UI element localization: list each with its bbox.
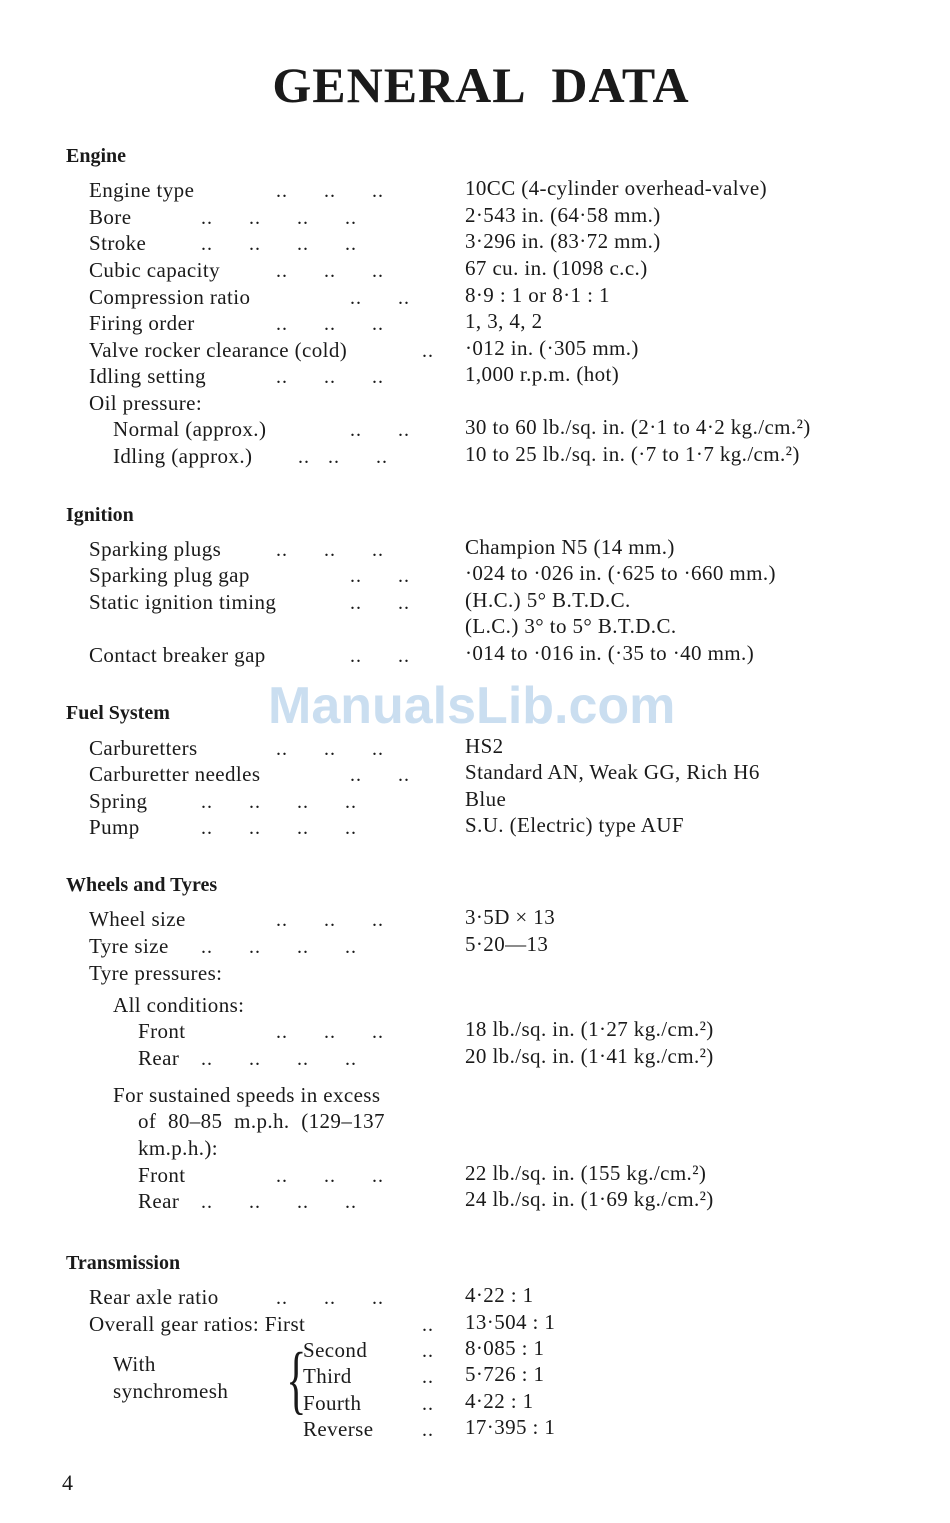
spec-label: Rear	[138, 1046, 180, 1070]
spec-label: For sustained speeds in excess	[113, 1083, 381, 1107]
leader-dots: .. ..	[350, 419, 410, 441]
leader-dots: .. .. ..	[276, 180, 384, 202]
spec-value: 1,000 r.p.m. (hot)	[465, 362, 620, 386]
spec-label: Carburetters	[89, 736, 198, 760]
spec-label: Idling setting	[89, 364, 207, 388]
spec-label: Front	[138, 1019, 186, 1043]
spec-value: 30 to 60 lb./sq. in. (2·1 to 4·2 kg./cm.²)	[465, 415, 811, 439]
spec-label: Sparking plug gap	[89, 563, 250, 587]
leader-dots: ..	[422, 1419, 434, 1441]
spec-value: 3·296 in. (83·72 mm.)	[465, 229, 661, 253]
spec-label: Overall gear ratios: First	[89, 1312, 306, 1336]
spec-label: Idling (approx.)	[113, 444, 253, 468]
leader-dots: .. .. .. ..	[201, 233, 357, 255]
spec-value: 8·9 : 1 or 8·1 : 1	[465, 283, 610, 307]
spec-value: 22 lb./sq. in. (155 kg./cm.²)	[465, 1161, 707, 1185]
section-heading-wheels: Wheels and Tyres	[66, 874, 218, 896]
spec-value: 13·504 : 1	[465, 1310, 556, 1334]
spec-value: 20 lb./sq. in. (1·41 kg./cm.²)	[465, 1044, 714, 1068]
spec-label: Tyre pressures:	[89, 961, 223, 985]
spec-value: 5·20—13	[465, 932, 549, 956]
spec-value: 10 to 25 lb./sq. in. (·7 to 1·7 kg./cm.²)	[465, 442, 800, 466]
spec-label: Bore	[89, 205, 132, 229]
spec-value: 4·22 : 1	[465, 1389, 534, 1413]
leader-dots: ..	[422, 1366, 434, 1388]
spec-value: Champion N5 (14 mm.)	[465, 535, 675, 559]
leader-dots: .. .. ..	[276, 1287, 384, 1309]
spec-label: Oil pressure:	[89, 391, 203, 415]
leader-dots: .. .. ..	[298, 446, 388, 468]
spec-label: Front	[138, 1163, 186, 1187]
spec-value: ·024 to ·026 in. (·625 to ·660 mm.)	[465, 561, 776, 585]
spec-label: Contact breaker gap	[89, 643, 266, 667]
leader-dots: .. .. .. ..	[201, 1048, 357, 1070]
leader-dots: .. .. ..	[276, 1021, 384, 1043]
spec-value: 2·543 in. (64·58 mm.)	[465, 203, 661, 227]
spec-value: 5·726 : 1	[465, 1362, 545, 1386]
brace-icon: {	[286, 1338, 307, 1422]
leader-dots: .. ..	[350, 764, 410, 786]
spec-label: Normal (approx.)	[113, 417, 267, 441]
leader-dots: .. ..	[350, 287, 410, 309]
leader-dots: .. ..	[350, 645, 410, 667]
leader-dots: .. .. .. ..	[201, 936, 357, 958]
spec-label: Pump	[89, 815, 140, 839]
spec-value: S.U. (Electric) type AUF	[465, 813, 684, 837]
spec-label: of 80–85 m.p.h. (129–137	[138, 1109, 385, 1133]
spec-label: Engine type	[89, 178, 195, 202]
spec-label: Carburetter needles	[89, 762, 261, 786]
leader-dots: .. .. .. ..	[201, 791, 357, 813]
spec-label: Wheel size	[89, 907, 186, 931]
leader-dots: .. .. ..	[276, 738, 384, 760]
page-number: 4	[62, 1470, 73, 1495]
leader-dots: ..	[422, 340, 434, 362]
spec-value: ·014 to ·016 in. (·35 to ·40 mm.)	[465, 641, 755, 665]
leader-dots: .. .. ..	[276, 1165, 384, 1187]
section-heading-fuel: Fuel System	[66, 702, 170, 724]
spec-label: Second	[303, 1338, 368, 1362]
spec-label: With	[113, 1352, 156, 1376]
spec-label: Rear axle ratio	[89, 1285, 219, 1309]
spec-value: ·012 in. (·305 mm.)	[465, 336, 639, 360]
spec-label: Compression ratio	[89, 285, 251, 309]
spec-value: 4·22 : 1	[465, 1283, 534, 1307]
leader-dots: .. .. ..	[276, 539, 384, 561]
leader-dots: .. .. .. ..	[201, 817, 357, 839]
leader-dots: .. .. ..	[276, 260, 384, 282]
spec-label: synchromesh	[113, 1379, 229, 1403]
spec-value: Standard AN, Weak GG, Rich H6	[465, 760, 760, 784]
leader-dots: ..	[422, 1314, 434, 1336]
spec-value: 18 lb./sq. in. (1·27 kg./cm.²)	[465, 1017, 714, 1041]
spec-value: 1, 3, 4, 2	[465, 309, 543, 333]
spec-label: Fourth	[303, 1391, 362, 1415]
spec-label: Spring	[89, 789, 148, 813]
spec-label: Third	[303, 1364, 352, 1388]
spec-label: Rear	[138, 1189, 180, 1213]
spec-label: Sparking plugs	[89, 537, 222, 561]
spec-value: 24 lb./sq. in. (1·69 kg./cm.²)	[465, 1187, 714, 1211]
spec-value: 8·085 : 1	[465, 1336, 545, 1360]
section-heading-ignition: Ignition	[66, 504, 134, 526]
spec-value: Blue	[465, 787, 507, 811]
section-heading-engine: Engine	[66, 145, 127, 167]
spec-value: (L.C.) 3° to 5° B.T.D.C.	[465, 614, 677, 638]
spec-value: 10CC (4-cylinder overhead-valve)	[465, 176, 768, 200]
spec-label: Cubic capacity	[89, 258, 220, 282]
leader-dots: .. .. ..	[276, 366, 384, 388]
page-title: GENERAL DATA	[272, 57, 690, 113]
spec-value: 3·5D × 13	[465, 905, 556, 929]
spec-label: Reverse	[303, 1417, 374, 1441]
leader-dots: .. .. .. ..	[201, 1191, 357, 1213]
spec-value: HS2	[465, 734, 504, 758]
leader-dots: .. ..	[350, 565, 410, 587]
leader-dots: .. .. ..	[276, 313, 384, 335]
spec-value: 17·395 : 1	[465, 1415, 556, 1439]
spec-label: km.p.h.):	[138, 1136, 219, 1160]
spec-label: Stroke	[89, 231, 147, 255]
spec-label: Static ignition timing	[89, 590, 277, 614]
leader-dots: .. ..	[350, 592, 410, 614]
leader-dots: .. .. ..	[276, 909, 384, 931]
leader-dots: ..	[422, 1340, 434, 1362]
leader-dots: ..	[422, 1393, 434, 1415]
spec-label: Tyre size	[89, 934, 169, 958]
spec-value: 67 cu. in. (1098 c.c.)	[465, 256, 648, 280]
spec-label: Firing order	[89, 311, 195, 335]
spec-label: All conditions:	[113, 993, 245, 1017]
spec-value: (H.C.) 5° B.T.D.C.	[465, 588, 631, 612]
leader-dots: .. .. .. ..	[201, 207, 357, 229]
watermark: ManualsLib.com	[268, 677, 676, 735]
spec-label: Valve rocker clearance (cold)	[89, 338, 348, 362]
section-heading-transmission: Transmission	[66, 1252, 181, 1274]
